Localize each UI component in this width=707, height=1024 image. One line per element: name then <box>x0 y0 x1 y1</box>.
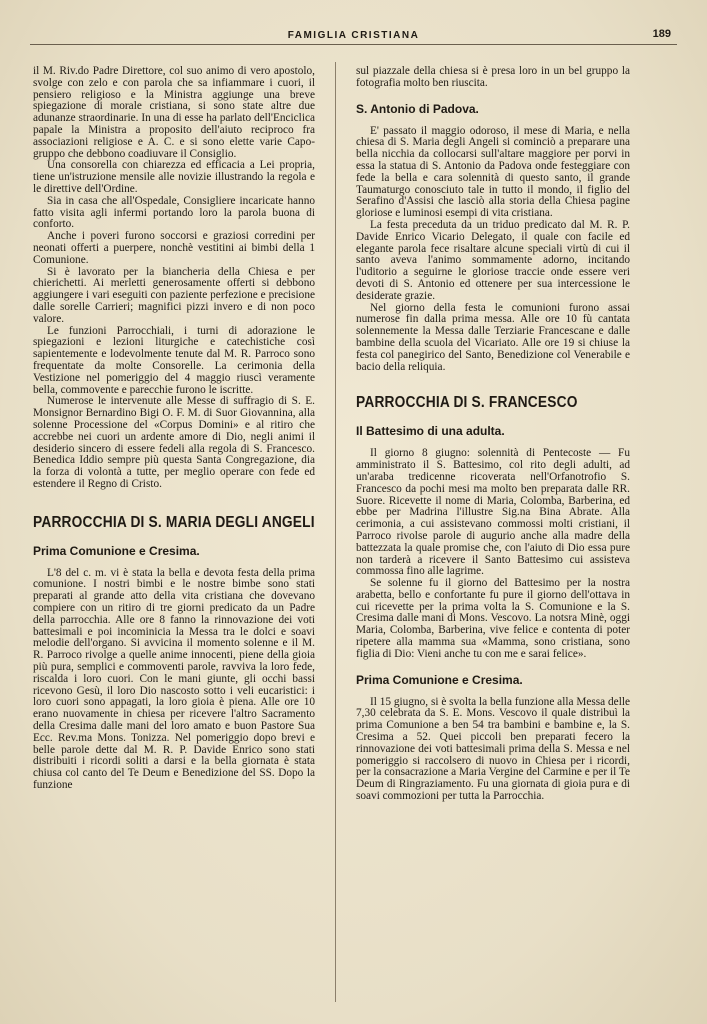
section-heading-san-francesco: PARROCCHIA DI S. FRANCESCO <box>356 394 578 412</box>
paragraph: Numerose le intervenute alle Messe di suffragio di S. E. Monsignor Bernardino Bigi O. F. M. di Suor Giovannina, alla solenne Processione del «Corpus Domini» e al ritiro che accrebbe nei cuori un ardente amore di Dio, negli animi il desiderio sincero di essere fedeli alla regola di S. Francesco. Benedica Iddio sempre più questa Santa Congregazione, dia la forza di volontà a tutte, per meglio operare con fede ed estendere il Regno di Cristo. <box>33 395 315 490</box>
header-rule <box>30 44 677 45</box>
magazine-title: FAMIGLIA CRISTIANA <box>287 30 420 41</box>
paragraph: Le funzioni Parrocchiali, i turni di adorazione le spiegazioni e lezioni liturgiche e catechistiche così sapientemente e lodevolmente tenute dal M. R. Parroco sono frequentate da molte Consorelle. La cerimonia della Vestizione nel pomeriggio del 4 maggio riuscì veramente bella, commovente e parecchie furono le iscritte. <box>33 324 315 396</box>
paragraph: sul piazzale della chiesa si è presa loro in un bel gruppo la fotografia molto ben riuscita. <box>356 65 630 89</box>
paragraph: Una consorella con chiarezza ed efficacia a Lei propria, tiene un'istruzione mensile alle novizie illustrando la regola e le direttive dell'Ordine. <box>33 159 315 195</box>
subheading-battesimo: Il Battesimo di una adulta. <box>356 424 505 439</box>
column-divider <box>335 62 336 1002</box>
right-column <box>356 66 630 803</box>
subheading-prima-comunione-francesco: Prima Comunione e Cresima. <box>356 672 523 687</box>
paragraph: Si è lavorato per la biancheria della Chiesa e per chierichetti. Ai merletti generosamente offerti si debbono aggiungere i vari eseguiti con paziente perfezione e precisione dalle sorelle Carrieri; magnifici pizzi invero e di non poco valore. <box>33 265 315 325</box>
paragraph: Il 15 giugno, si è svolta la bella funzione alla Messa delle 7,30 celebrata da S. E. Mons. Vescovo il quale distribuì la prima Comunione a ben 54 tra bambini e bambine e, la S. Cresima a 52. Quei piccoli ben preparati fecero la rinnovazione dei voti battesimali prima della S. Messa e nel pomeriggio si raccolsero di nuovo in Chiesa per i ricordi, per la consacrazione a Maria Vergine del Carmine e per il Te Deum di Ringraziamento. Fu una giornata di gioia pura e di soavi commozioni per tutta la Parrocchia. <box>356 695 630 803</box>
paragraph: Il giorno 8 giugno: solennità di Pentecoste — Fu amministrato il S. Battesimo, col rito degli adulti, ad un'araba tredicenne ricoverata nell'Orfanotrofio S. Francesco da pochi mesi ma molto ben preparata dalle RR. Suore. Ricevette il nome di Maria, Colomba, Barberina, ed ebbe per Madrina l'illustre Sig.na Bina Abrate. Alla cerimonia, a cui assistevano commossi molti cristiani, il Parroco rivolse parole di augurio anche alla madre della battezzata la quale promise che, con l'aiuto di Dio essa pure non tarderà a ricevere il Santo Battesimo cui assisteva commossa fino alle lagrime. <box>356 447 630 578</box>
page-header <box>30 24 677 44</box>
section-heading-santa-maria: PARROCCHIA DI S. MARIA DEGLI ANGELI <box>33 513 315 531</box>
paragraph: Anche i poveri furono soccorsi e graziosi corredini per neonati offerti a puerpere, nonchè vestitini ai bimbi della 1 Comunione. <box>33 230 315 266</box>
paragraph: Se solenne fu il giorno del Battesimo per la nostra arabetta, bello e confortante fu pure il giorno dell'ottava in cui ricevette per la prima volta la S. Comunione e la S. Cresima dalle mani di Mons. Vescovo. La notsra Minè, oggi Maria, Colomba, Barberina, vive felice e contenta di poter ripetere alla mamma sua «Mamma, sono cristiana, sono figlia di Dio: Vieni anche tu con me e sarai felice». <box>356 577 630 660</box>
paragraph: La festa preceduta da un triduo predicato dal M. R. P. Davide Enrico Vicario Delegato, il quale con facile ed elegante parola fece risaltare alcune speciali virtù di cui il santo aveva l'animo sommamente adorno, incitando l'uditorio a seguirne le gloriose traccie onde essere veri devoti di S. Antonio ed ottenere per sua intercessione le desiderate grazie. <box>356 218 630 302</box>
paragraph: il M. Riv.do Padre Direttore, col suo animo di vero apostolo, svolge con zelo e con parola che sa infiammare i cuori, il pensiero religioso e la Ministra aggiunge una breve spiegazione di morale cristiana, si sono state altre due adunanze straordinarie. In una di esse ha parlato dell'Enciclica papale la Ministra a proposito dell'aiuto reciproco fra associazioni religiose e A. C. e si sono elette varie Capo-gruppo che debbono coadiuvare il Consiglio. <box>33 65 315 160</box>
paragraph: E' passato il maggio odoroso, il mese di Maria, e nella chiesa di S. Maria degli Angeli si cominciò a preparare una bella nicchia da collocarsi sull'altare maggiore per porvi in essa la statua di S. Antonio da Padova onde festeggiare con fede la bella e cara solennità di questo santo, il grande Taumaturgo conosciuto tale in tutto il mondo, il figlio del Serafino d'Assisi che lasciò alla storia della Chiesa pagine gloriose e luminosi esempi di vita cristiana. <box>356 124 630 220</box>
subheading-sant-antonio: S. Antonio di Padova. <box>356 101 479 116</box>
paragraph: Nel giorno della festa le comunioni furono assai numerose fin dalla prima messa. Alle ore 10 fù cantata solennemente la Messa dalle Terziarie Francescane e dalle bambine della scuola del Vicariato. Alle ore 19 si chiuse la festa col panegirico del Santo, Benedizione col Venerabile e bacio della reliquia. <box>356 301 630 373</box>
paragraph: L'8 del c. m. vi è stata la bella e devota festa della prima comunione. I nostri bimbi e le nostre bimbe sono stati preparati al grande atto della vita cristiana che dovevano compiere con un ritiro di tre giorni predicato da un Padre della parrocchia. Alle ore 8 fanno la rinnovazione dei voti battesimali e poi incominicia la Messa tra le dolci e soavi melodie dell'organo. Si avvicina il momento solenne e il M. R. Parroco rivolge a quelle anime innocenti, piene della gioia più pura, semplici e commoventi parole, ravviva la loro fede, riscalda i loro cuori. Con le mani giunte, gli occhi bassi ricevono Gesù, il loro Dio nascosto sotto i veli eucaristici: i loro cuori sono appagati, la loro gioia è piena. Alle ore 10 erano nuovamente in chiesa per ricevere l'altro Sacramento della Cresima dalle mani del loro amato e buon Pastore Sua Ecc. Rev.ma Mons. Tonizza. Nel pomeriggio dopo brevi e belle parole dette dal M. R. P. Davide Enrico sono stati distribuiti i ricordi soliti a darsi e la bella giornata è stata chiusa col canto del Te Deum e Benedizione del SS. Dopo la funzione <box>33 566 315 792</box>
left-column <box>33 66 315 792</box>
subheading-prima-comunione: Prima Comunione e Cresima. <box>33 543 200 558</box>
paragraph: Sia in casa che all'Ospedale, Consigliere incaricate hanno fatto visita agli infermi portando loro la parola buona di conforto. <box>33 194 315 231</box>
page-number: 189 <box>652 28 671 40</box>
